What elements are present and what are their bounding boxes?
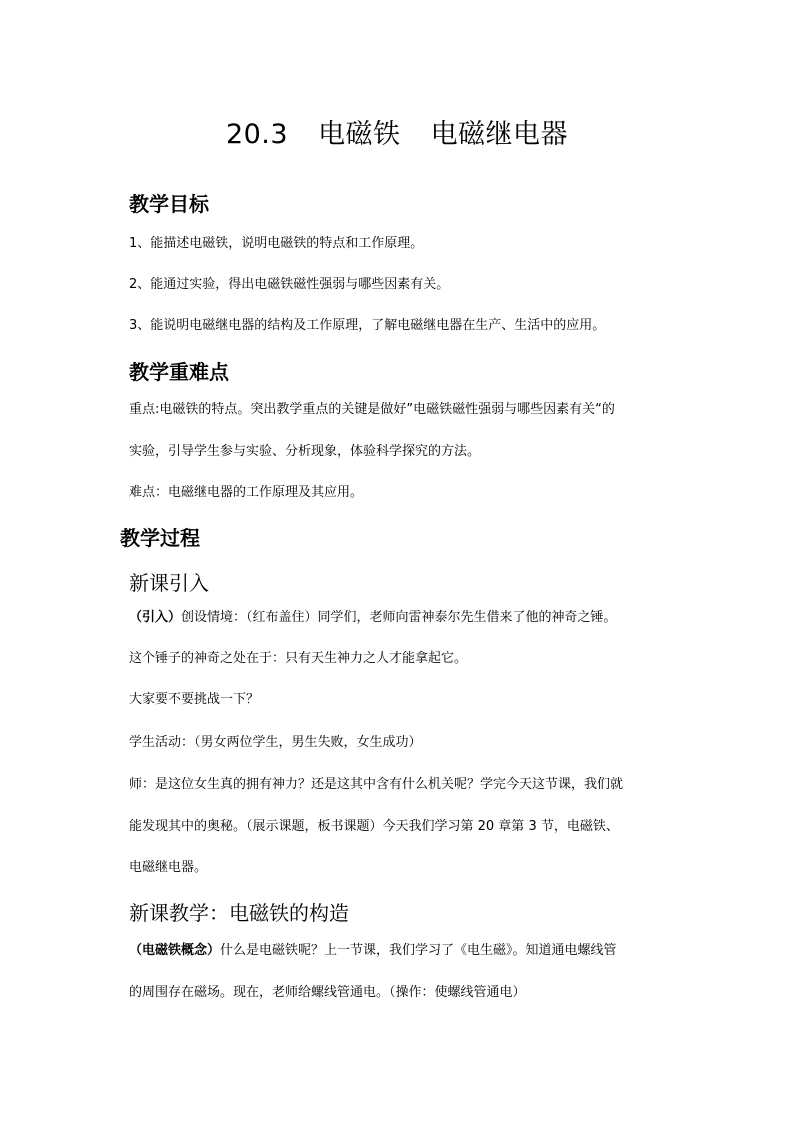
goals-heading: 教学目标 [129, 192, 209, 216]
teaching-line-1 [129, 942, 617, 960]
intro-line-3: 大家要不要挑战一下？ [129, 692, 260, 707]
intro-line-7: 电磁继电器。 [129, 860, 208, 875]
goal-item-1: 1、能描述电磁铁，说明电磁铁的特点和工作原理。 [129, 236, 424, 251]
goal-item-3: 3、能说明电磁继电器的结构及工作原理，了解电磁继电器在生产、生活中的应用。 [129, 318, 606, 333]
hard-point: 难点：电磁继电器的工作原理及其应用。 [129, 485, 364, 500]
intro-line-1 [129, 609, 617, 627]
page-title [0, 112, 794, 151]
title-part-2: 电磁继电器 [430, 119, 569, 150]
intro-line-6: 能发现其中的奥秘。（展示课题，板书课题）今天我们学习第 20 章第 3 节，电磁铁、 [129, 819, 619, 834]
teaching-line-2: 的周围存在磁场。现在，老师给螺线管通电。（操作：使螺线管通电） [129, 985, 526, 1000]
intro-heading: 新课引入 [129, 571, 209, 595]
difficulties-heading: 教学重难点 [129, 360, 229, 384]
intro-line-1-text: 创设情境：（红布盖住）同学们，老师向雷神泰尔先生借来了他的神奇之锤。 [181, 610, 617, 625]
teaching-line-1-text: 什么是电磁铁呢？上一节课，我们学习了《电生磁》。知道通电螺线管 [220, 943, 617, 958]
teaching-heading: 新课教学：电磁铁的构造 [129, 901, 349, 925]
teaching-tag: （电磁铁概念） [129, 943, 221, 958]
intro-line-5: 师：是这位女生真的拥有神力？还是这其中含有什么机关呢？学完今天这节课，我们就 [129, 777, 624, 792]
key-point-line-2: 实验，引导学生参与实验、分析现象，体验科学探究的方法。 [129, 444, 481, 459]
intro-line-2: 这个锤子的神奇之处在于：只有天生神力之人才能拿起它。 [129, 651, 468, 666]
title-part-1: 电磁铁 [318, 119, 401, 150]
section-number: 20.3 [225, 119, 289, 150]
intro-line-4: 学生活动：（男女两位学生，男生失败，女生成功） [129, 735, 422, 750]
key-point-line-1: 重点:电磁铁的特点。突出教学重点的关键是做好”电磁铁磁性强弱与哪些因素有关“的 [129, 402, 615, 417]
intro-tag: （引入） [129, 610, 182, 625]
goal-item-2: 2、能通过实验，得出电磁铁磁性强弱与哪些因素有关。 [129, 277, 450, 292]
process-heading: 教学过程 [120, 526, 200, 550]
